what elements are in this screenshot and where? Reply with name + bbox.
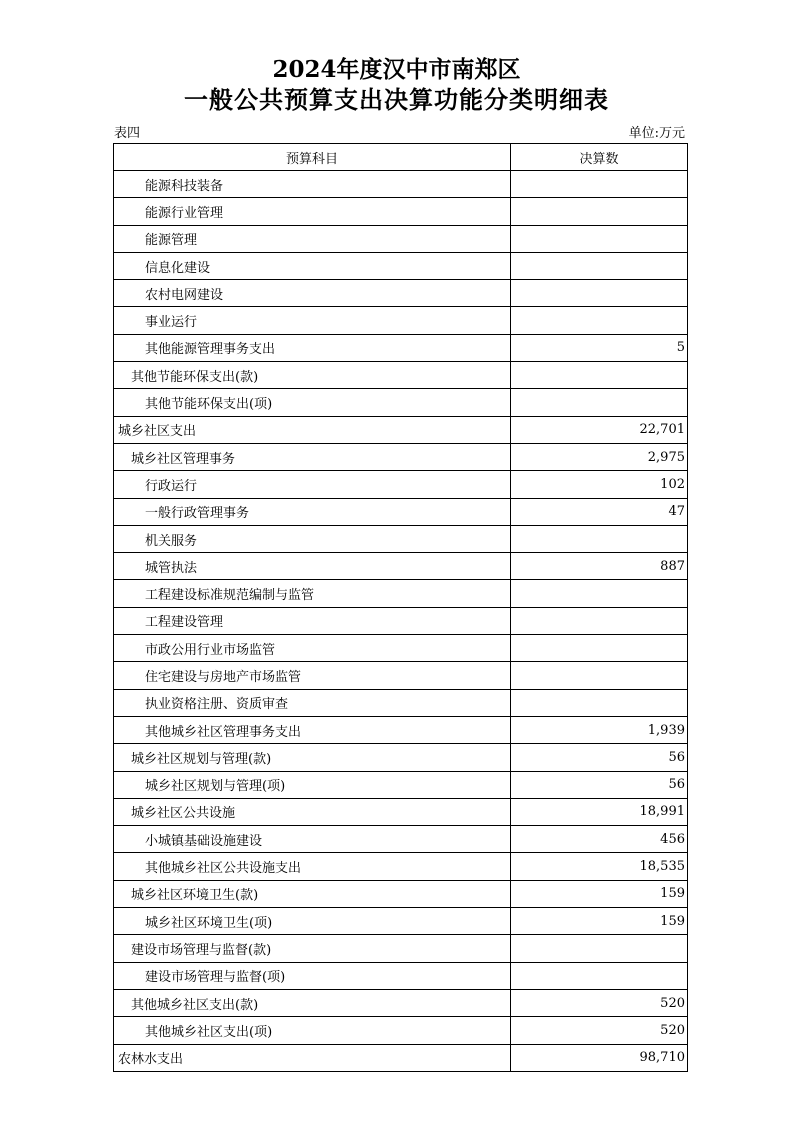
budget-item-name: 工程建设标准规范编制与监管 xyxy=(114,580,511,607)
budget-item-amount xyxy=(511,198,688,225)
table-row xyxy=(114,171,688,198)
budget-item-name: 住宅建设与房地产市场监管 xyxy=(114,662,511,689)
budget-item-name: 能源行业管理 xyxy=(114,198,511,225)
table-row xyxy=(114,334,688,361)
column-header-item: 预算科目 xyxy=(114,144,511,171)
table-row xyxy=(114,225,688,252)
table-row xyxy=(114,280,688,307)
budget-item-name: 行政运行 xyxy=(114,471,511,498)
budget-item-amount: 456 xyxy=(511,826,688,853)
budget-item-name: 农村电网建设 xyxy=(114,280,511,307)
budget-item-name: 工程建设管理 xyxy=(114,607,511,634)
budget-item-name: 其他城乡社区管理事务支出 xyxy=(114,716,511,743)
budget-item-amount xyxy=(511,171,688,198)
table-row xyxy=(114,662,688,689)
budget-item-amount xyxy=(511,935,688,962)
budget-item-amount: 18,535 xyxy=(511,853,688,880)
table-row xyxy=(114,416,688,443)
table-row xyxy=(114,880,688,907)
budget-item-name: 城乡社区管理事务 xyxy=(114,443,511,470)
table-row xyxy=(114,935,688,962)
budget-item-amount xyxy=(511,362,688,389)
budget-item-amount: 887 xyxy=(511,553,688,580)
table-row xyxy=(114,989,688,1016)
table-row xyxy=(114,525,688,552)
budget-item-name: 城乡社区公共设施 xyxy=(114,798,511,825)
budget-item-name: 城乡社区规划与管理(款) xyxy=(114,744,511,771)
budget-item-name: 农林水支出 xyxy=(114,1044,511,1071)
budget-item-amount: 520 xyxy=(511,1017,688,1044)
budget-item-name: 城乡社区规划与管理(项) xyxy=(114,771,511,798)
table-header-row xyxy=(114,144,688,171)
budget-item-name: 能源管理 xyxy=(114,225,511,252)
budget-item-name: 建设市场管理与监督(项) xyxy=(114,962,511,989)
budget-item-amount xyxy=(511,962,688,989)
budget-table xyxy=(113,143,688,1072)
budget-item-amount xyxy=(511,662,688,689)
table-row xyxy=(114,498,688,525)
budget-item-name: 城管执法 xyxy=(114,553,511,580)
budget-item-amount xyxy=(511,307,688,334)
table-row xyxy=(114,744,688,771)
table-row xyxy=(114,307,688,334)
unit-label: 单位:万元 xyxy=(628,126,685,141)
table-row xyxy=(114,908,688,935)
table-row xyxy=(114,607,688,634)
budget-item-amount xyxy=(511,280,688,307)
table-row xyxy=(114,252,688,279)
table-row xyxy=(114,362,688,389)
budget-item-amount xyxy=(511,252,688,279)
page-title: 2024年度汉中市南郑区 xyxy=(272,56,521,83)
budget-item-name: 其他能源管理事务支出 xyxy=(114,334,511,361)
budget-item-amount: 159 xyxy=(511,908,688,935)
budget-item-name: 其他城乡社区支出(项) xyxy=(114,1017,511,1044)
budget-item-name: 其他节能环保支出(款) xyxy=(114,362,511,389)
budget-item-amount: 2,975 xyxy=(511,443,688,470)
budget-item-name: 城乡社区支出 xyxy=(114,416,511,443)
budget-item-name: 小城镇基础设施建设 xyxy=(114,826,511,853)
budget-item-amount: 18,991 xyxy=(511,798,688,825)
table-row xyxy=(114,1017,688,1044)
table-row xyxy=(114,689,688,716)
table-row xyxy=(114,1044,688,1071)
budget-item-name: 其他城乡社区公共设施支出 xyxy=(114,853,511,880)
budget-item-name: 其他节能环保支出(项) xyxy=(114,389,511,416)
table-row xyxy=(114,198,688,225)
table-row xyxy=(114,798,688,825)
budget-item-amount xyxy=(511,580,688,607)
table-row xyxy=(114,716,688,743)
budget-item-name: 市政公用行业市场监管 xyxy=(114,635,511,662)
table-number: 表四 xyxy=(114,126,141,141)
page-subtitle: 一般公共预算支出决算功能分类明细表 xyxy=(184,85,609,114)
budget-item-name: 机关服务 xyxy=(114,525,511,552)
budget-item-amount xyxy=(511,525,688,552)
budget-item-name: 建设市场管理与监督(款) xyxy=(114,935,511,962)
table-row xyxy=(114,853,688,880)
table-row xyxy=(114,389,688,416)
table-row xyxy=(114,580,688,607)
table-row xyxy=(114,962,688,989)
table-row xyxy=(114,826,688,853)
budget-item-name: 能源科技装备 xyxy=(114,171,511,198)
budget-item-amount: 22,701 xyxy=(511,416,688,443)
budget-item-amount: 56 xyxy=(511,771,688,798)
budget-item-amount: 520 xyxy=(511,989,688,1016)
budget-item-amount: 1,939 xyxy=(511,716,688,743)
budget-item-amount xyxy=(511,607,688,634)
budget-item-name: 城乡社区环境卫生(项) xyxy=(114,908,511,935)
budget-item-amount xyxy=(511,389,688,416)
budget-item-amount: 102 xyxy=(511,471,688,498)
budget-item-name: 其他城乡社区支出(款) xyxy=(114,989,511,1016)
budget-item-amount: 159 xyxy=(511,880,688,907)
budget-item-amount: 5 xyxy=(511,334,688,361)
budget-item-amount xyxy=(511,225,688,252)
table-row xyxy=(114,443,688,470)
budget-item-amount: 56 xyxy=(511,744,688,771)
budget-item-amount: 98,710 xyxy=(511,1044,688,1071)
table-row xyxy=(114,635,688,662)
budget-item-name: 信息化建设 xyxy=(114,252,511,279)
table-body xyxy=(114,171,688,1072)
table-row xyxy=(114,471,688,498)
budget-item-name: 一般行政管理事务 xyxy=(114,498,511,525)
table-row xyxy=(114,553,688,580)
column-header-amount: 决算数 xyxy=(511,144,688,171)
budget-item-amount: 47 xyxy=(511,498,688,525)
budget-item-name: 事业运行 xyxy=(114,307,511,334)
budget-item-amount xyxy=(511,689,688,716)
budget-item-name: 执业资格注册、资质审查 xyxy=(114,689,511,716)
budget-item-name: 城乡社区环境卫生(款) xyxy=(114,880,511,907)
budget-item-amount xyxy=(511,635,688,662)
table-row xyxy=(114,771,688,798)
